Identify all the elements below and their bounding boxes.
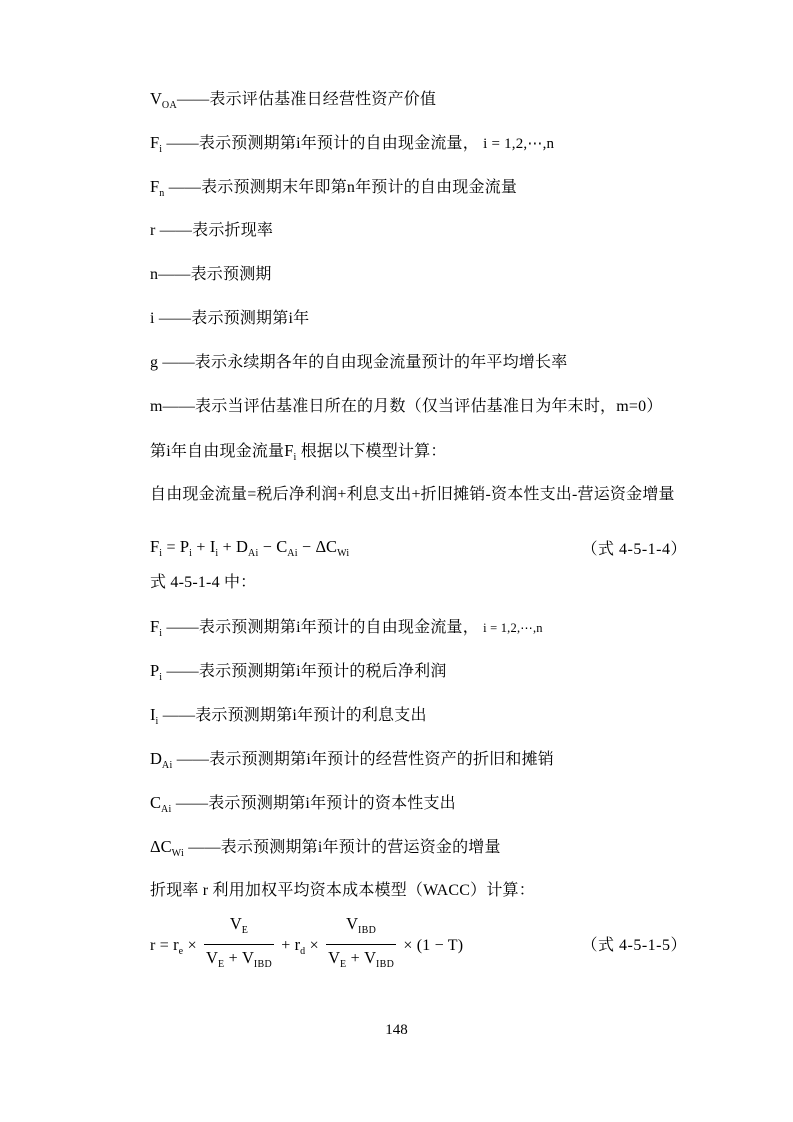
math-symbol: C: [150, 793, 162, 812]
line-content: [150, 484, 675, 506]
text-run: +: [224, 949, 242, 967]
math-symbol: F: [284, 441, 294, 460]
math-symbol: V: [206, 947, 218, 967]
fraction-numerator: [326, 913, 396, 945]
subscript: E: [217, 958, 225, 970]
math-symbol: P: [179, 536, 190, 556]
text-run: m——表示当评估基准日所在的月数（仅当评估基准日为年末时，m=0）: [150, 398, 663, 415]
fraction-denominator: [204, 945, 274, 976]
definition-line: [150, 792, 687, 836]
subscript: e: [178, 945, 184, 957]
math-symbol: D: [150, 749, 162, 768]
math-symbol: I: [150, 705, 156, 724]
math-symbol: F: [150, 177, 160, 196]
equation-label: （式 4-5-1-4）: [581, 541, 687, 558]
subscript: Ai: [247, 547, 259, 559]
text-run: +: [192, 538, 210, 556]
definition-line: [150, 308, 687, 352]
subscript: E: [340, 958, 347, 970]
text-run: n——表示预测期: [150, 266, 272, 283]
definition-line: [150, 132, 687, 176]
equation-label: （式 4-5-1-5）: [581, 937, 687, 954]
subscript: IBD: [358, 924, 377, 936]
line-content: [150, 264, 272, 286]
definition-line: [150, 88, 687, 132]
subscript: i: [159, 672, 163, 683]
text-run: +: [346, 949, 365, 967]
line-content: [150, 704, 427, 733]
subscript: i: [215, 547, 219, 559]
text-run: −: [297, 538, 316, 556]
subscript: i: [159, 628, 163, 639]
text-run: ——表示预测期第i年预计的营运资金的增量: [184, 839, 501, 856]
fraction: [204, 913, 274, 976]
text-run: i ——表示预测期第i年: [150, 310, 310, 327]
math-symbol: F: [150, 133, 160, 152]
text-run: × (1 − T): [399, 936, 464, 954]
document-body: [150, 88, 687, 968]
definition-line: [150, 748, 687, 792]
text-run: ——表示预测期第i年预计的自由现金流量，: [162, 135, 484, 152]
text-run: 折现率 r 利用加权平均资本成本模型（WACC）计算：: [150, 882, 535, 899]
math-symbol: V: [150, 89, 162, 108]
math-symbol: ΔC: [150, 837, 172, 856]
fraction-denominator: [326, 945, 396, 976]
math-symbol: P: [150, 661, 160, 680]
math-symbol: V: [242, 947, 254, 967]
text-run: ——表示预测期第i年预计的经营性资产的折旧和摊销: [172, 751, 554, 768]
text-run: ——表示预测期第i年预计的资本性支出: [171, 795, 456, 812]
text-run: 式 4-5-1-4 中：: [150, 574, 257, 591]
line-content: [150, 220, 273, 242]
definition-line: [150, 660, 687, 704]
text-run: 第i年自由现金流量: [150, 443, 285, 460]
math-symbol: V: [328, 947, 341, 967]
definition-line: [150, 704, 687, 748]
line-content: [150, 308, 309, 330]
text-run: ——表示预测期第i年预计的自由现金流量，: [162, 619, 484, 636]
equation-expression: [150, 915, 463, 978]
line-content: [150, 572, 256, 594]
subscript: i: [159, 144, 163, 155]
formula-line: [150, 913, 687, 970]
definition-line: [150, 220, 687, 264]
text-run: ——表示预测期第i年预计的利息支出: [158, 707, 427, 724]
definition-line: [150, 264, 687, 308]
math-symbol: C: [276, 536, 288, 556]
text-run: 根据以下模型计算：: [296, 443, 447, 460]
subscript: Wi: [171, 848, 185, 859]
text-run: +: [277, 936, 295, 954]
math-symbol: r: [294, 934, 301, 954]
line-content: [150, 352, 567, 374]
page-number: 148: [385, 1022, 408, 1038]
text-run: ——表示预测期末年即第n年预计的自由现金流量: [164, 179, 518, 196]
subscript: n: [159, 188, 165, 199]
text-run: r =: [150, 936, 174, 954]
subscript: Ai: [287, 547, 298, 559]
subscript: IBD: [253, 958, 273, 970]
fraction: [326, 913, 396, 976]
subscript: OA: [161, 100, 177, 111]
line-content: [150, 836, 501, 865]
math-symbol: V: [229, 913, 242, 933]
line-content: [150, 176, 517, 205]
text-run: +: [218, 538, 237, 556]
subscript: Wi: [337, 547, 350, 559]
math-symbol: V: [346, 913, 359, 933]
subscript: d: [300, 945, 306, 957]
subscript: i: [155, 716, 159, 727]
text-run: 自由现金流量=税后净利润+利息支出+折旧摊销-资本性支出-营运资金增量: [150, 486, 675, 503]
math-symbol: D: [236, 536, 248, 556]
math-symbol: F: [150, 536, 160, 556]
subscript: i: [159, 547, 163, 559]
math-symbol: V: [364, 947, 376, 967]
line-content: [150, 132, 554, 161]
equation-expression: [150, 536, 349, 565]
definition-line: [150, 836, 687, 880]
paragraph-line: [150, 440, 687, 484]
subscript: IBD: [376, 958, 395, 970]
text-run: i = 1,2,⋯,n: [483, 136, 555, 152]
line-content: [150, 440, 447, 469]
text-run: −: [258, 538, 277, 556]
definition-line: [150, 176, 687, 220]
subscript: Ai: [161, 804, 172, 815]
text-run: g ——表示永续期各年的自由现金流量预计的年平均增长率: [150, 354, 568, 371]
line-content: [150, 880, 535, 902]
definition-line: [150, 616, 687, 660]
definition-line: [150, 396, 687, 440]
line-content: [150, 748, 554, 777]
paragraph-line: [150, 484, 687, 528]
text-run: ×: [183, 936, 202, 954]
text-run: i = 1,2,⋯,n: [483, 621, 543, 635]
text-run: =: [162, 538, 180, 556]
text-run: ×: [305, 936, 324, 954]
line-content: [150, 396, 663, 418]
line-content: [150, 792, 456, 821]
math-symbol: I: [209, 536, 216, 556]
line-content: [150, 660, 447, 689]
formula-line: [150, 528, 687, 572]
subscript: i: [189, 547, 193, 559]
subscript: i: [293, 452, 297, 463]
text-run: ——表示评估基准日经营性资产价值: [176, 91, 437, 108]
subscript: Ai: [161, 760, 173, 771]
math-symbol: r: [173, 934, 179, 954]
text-run: ——表示预测期第i年预计的税后净利润: [162, 663, 447, 680]
line-content: [150, 88, 436, 117]
line-content: [150, 616, 543, 645]
fraction-numerator: [204, 913, 274, 945]
paragraph-line: [150, 572, 687, 616]
math-symbol: F: [150, 617, 160, 636]
definition-line: [150, 352, 687, 396]
text-run: r ——表示折现率: [150, 222, 274, 239]
math-symbol: ΔC: [315, 536, 338, 556]
subscript: E: [241, 924, 249, 936]
